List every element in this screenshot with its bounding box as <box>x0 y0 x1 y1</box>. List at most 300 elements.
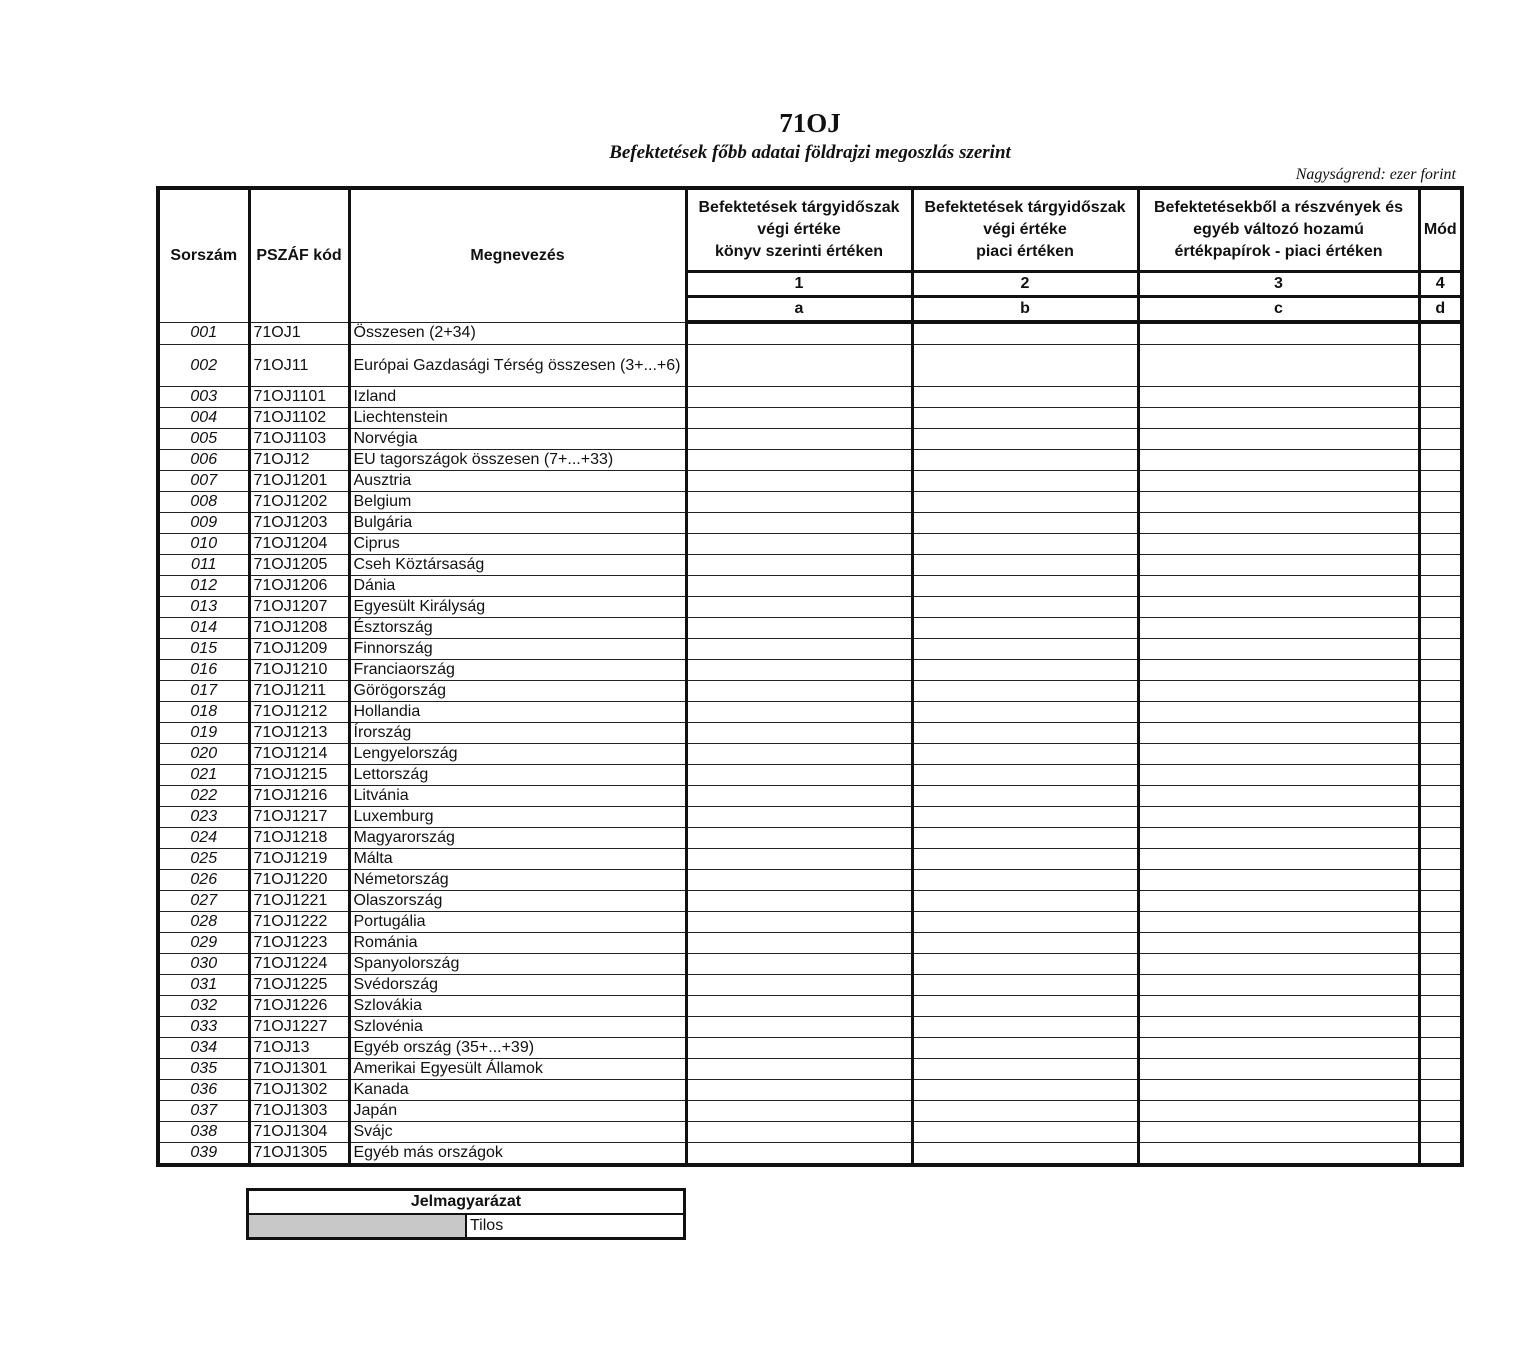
input-cell-c[interactable] <box>1138 555 1419 576</box>
row-pszaf-kod: 71OJ1206 <box>249 576 349 597</box>
header-col2-line: piaci értéken <box>976 243 1074 260</box>
input-cell-c[interactable] <box>1138 1059 1419 1080</box>
row-sorszam: 038 <box>158 1122 249 1143</box>
input-cell-a[interactable] <box>686 807 912 828</box>
row-sorszam: 015 <box>158 639 249 660</box>
input-cell-d[interactable] <box>1419 912 1462 933</box>
header-col2 <box>912 188 1138 272</box>
row-sorszam: 034 <box>158 1038 249 1059</box>
input-cell-a[interactable] <box>686 450 912 471</box>
row-megnevezes: Izland <box>349 387 686 408</box>
header-col1-line: végi értéke <box>757 221 841 238</box>
row-pszaf-kod: 71OJ1221 <box>249 891 349 912</box>
table-row <box>158 744 1462 765</box>
input-cell-d[interactable] <box>1419 870 1462 891</box>
input-cell-a[interactable] <box>686 828 912 849</box>
row-pszaf-kod: 71OJ1210 <box>249 660 349 681</box>
header-number: 3 <box>1138 272 1419 297</box>
table-row <box>158 1101 1462 1122</box>
input-cell-d[interactable] <box>1419 345 1462 387</box>
input-cell-c[interactable] <box>1138 597 1419 618</box>
input-cell-a[interactable] <box>686 954 912 975</box>
row-sorszam: 002 <box>158 345 249 387</box>
row-sorszam: 013 <box>158 597 249 618</box>
row-megnevezes: Németország <box>349 870 686 891</box>
input-cell-c[interactable] <box>1138 954 1419 975</box>
table-row <box>158 807 1462 828</box>
input-cell-a[interactable] <box>686 849 912 870</box>
input-cell-b[interactable] <box>912 387 1138 408</box>
input-cell-c[interactable] <box>1138 1101 1419 1122</box>
row-megnevezes: Franciaország <box>349 660 686 681</box>
row-sorszam: 022 <box>158 786 249 807</box>
input-cell-a[interactable] <box>686 1122 912 1143</box>
input-cell-d[interactable] <box>1419 408 1462 429</box>
input-cell-b[interactable] <box>912 450 1138 471</box>
row-pszaf-kod: 71OJ1211 <box>249 681 349 702</box>
input-cell-b[interactable] <box>912 996 1138 1017</box>
header-col1-line: Befektetések tárgyidőszak <box>698 199 900 216</box>
input-cell-b[interactable] <box>912 471 1138 492</box>
row-megnevezes: Szlovénia <box>349 1017 686 1038</box>
input-cell-a[interactable] <box>686 492 912 513</box>
input-cell-c[interactable] <box>1138 576 1419 597</box>
input-cell-d[interactable] <box>1419 1080 1462 1101</box>
table-row <box>158 891 1462 912</box>
input-cell-d[interactable] <box>1419 1017 1462 1038</box>
input-cell-b[interactable] <box>912 660 1138 681</box>
table-row <box>158 1080 1462 1101</box>
input-cell-d[interactable] <box>1419 450 1462 471</box>
table-row <box>158 471 1462 492</box>
row-megnevezes: Magyarország <box>349 828 686 849</box>
input-cell-b[interactable] <box>912 555 1138 576</box>
input-cell-a[interactable] <box>686 597 912 618</box>
row-megnevezes: Litvánia <box>349 786 686 807</box>
row-sorszam: 020 <box>158 744 249 765</box>
input-cell-d[interactable] <box>1419 954 1462 975</box>
row-pszaf-kod: 71OJ1226 <box>249 996 349 1017</box>
input-cell-a[interactable] <box>686 534 912 555</box>
input-cell-d[interactable] <box>1419 807 1462 828</box>
row-megnevezes: Luxemburg <box>349 807 686 828</box>
input-cell-b[interactable] <box>912 891 1138 912</box>
input-cell-c[interactable] <box>1138 1122 1419 1143</box>
row-megnevezes: Bulgária <box>349 513 686 534</box>
input-cell-d[interactable] <box>1419 1038 1462 1059</box>
input-cell-a[interactable] <box>686 681 912 702</box>
input-cell-d[interactable] <box>1419 597 1462 618</box>
legend-swatch-tilos <box>248 1214 467 1239</box>
table-row <box>158 1017 1462 1038</box>
input-cell-b[interactable] <box>912 639 1138 660</box>
input-cell-c[interactable] <box>1138 1080 1419 1101</box>
input-cell-c[interactable] <box>1138 345 1419 387</box>
input-cell-b[interactable] <box>912 1080 1138 1101</box>
row-megnevezes: Spanyolország <box>349 954 686 975</box>
row-sorszam: 009 <box>158 513 249 534</box>
input-cell-a[interactable] <box>686 345 912 387</box>
input-cell-b[interactable] <box>912 954 1138 975</box>
input-cell-b[interactable] <box>912 933 1138 954</box>
input-cell-a[interactable] <box>686 996 912 1017</box>
input-cell-d[interactable] <box>1419 786 1462 807</box>
input-cell-b[interactable] <box>912 597 1138 618</box>
input-cell-c[interactable] <box>1138 492 1419 513</box>
input-cell-c[interactable] <box>1138 408 1419 429</box>
header-col3-line: értékpapírok - piaci értéken <box>1174 243 1383 260</box>
input-cell-d[interactable] <box>1419 744 1462 765</box>
input-cell-a[interactable] <box>686 471 912 492</box>
table-row <box>158 828 1462 849</box>
row-pszaf-kod: 71OJ12 <box>249 450 349 471</box>
input-cell-d[interactable] <box>1419 576 1462 597</box>
row-pszaf-kod: 71OJ1225 <box>249 975 349 996</box>
input-cell-b[interactable] <box>912 1059 1138 1080</box>
input-cell-a[interactable] <box>686 1101 912 1122</box>
input-cell-a[interactable] <box>686 723 912 744</box>
table-row <box>158 723 1462 744</box>
row-megnevezes: Svájc <box>349 1122 686 1143</box>
input-cell-c[interactable] <box>1138 975 1419 996</box>
row-pszaf-kod: 71OJ11 <box>249 345 349 387</box>
input-cell-a[interactable] <box>686 1038 912 1059</box>
input-cell-a[interactable] <box>686 660 912 681</box>
header-sorszam: Sorszám <box>158 188 249 322</box>
header-number: 2 <box>912 272 1138 297</box>
input-cell-d[interactable] <box>1419 1122 1462 1143</box>
table-row <box>158 408 1462 429</box>
input-cell-a[interactable] <box>686 786 912 807</box>
header-megnevezes: Megnevezés <box>349 188 686 322</box>
input-cell-d[interactable] <box>1419 765 1462 786</box>
table-row <box>158 322 1462 345</box>
input-cell-b[interactable] <box>912 576 1138 597</box>
input-cell-c[interactable] <box>1138 786 1419 807</box>
input-cell-b[interactable] <box>912 322 1138 345</box>
row-sorszam: 016 <box>158 660 249 681</box>
row-pszaf-kod: 71OJ1208 <box>249 618 349 639</box>
input-cell-b[interactable] <box>912 744 1138 765</box>
input-cell-d[interactable] <box>1419 471 1462 492</box>
input-cell-b[interactable] <box>912 618 1138 639</box>
input-cell-d[interactable] <box>1419 891 1462 912</box>
input-cell-c[interactable] <box>1138 1038 1419 1059</box>
input-cell-c[interactable] <box>1138 429 1419 450</box>
row-pszaf-kod: 71OJ1103 <box>249 429 349 450</box>
input-cell-b[interactable] <box>912 786 1138 807</box>
input-cell-b[interactable] <box>912 681 1138 702</box>
header-number: 4 <box>1419 272 1462 297</box>
input-cell-a[interactable] <box>686 744 912 765</box>
input-cell-b[interactable] <box>912 723 1138 744</box>
row-megnevezes: Dánia <box>349 576 686 597</box>
row-sorszam: 030 <box>158 954 249 975</box>
input-cell-d[interactable] <box>1419 1143 1462 1166</box>
input-cell-c[interactable] <box>1138 891 1419 912</box>
table-row <box>158 429 1462 450</box>
header-col3 <box>1138 188 1419 272</box>
row-pszaf-kod: 71OJ1203 <box>249 513 349 534</box>
input-cell-a[interactable] <box>686 555 912 576</box>
row-megnevezes: Portugália <box>349 912 686 933</box>
row-pszaf-kod: 71OJ1303 <box>249 1101 349 1122</box>
row-megnevezes: Lengyelország <box>349 744 686 765</box>
row-megnevezes: Kanada <box>349 1080 686 1101</box>
row-megnevezes: Amerikai Egyesült Államok <box>349 1059 686 1080</box>
input-cell-a[interactable] <box>686 322 912 345</box>
row-sorszam: 008 <box>158 492 249 513</box>
row-pszaf-kod: 71OJ1216 <box>249 786 349 807</box>
table-row <box>158 660 1462 681</box>
row-sorszam: 023 <box>158 807 249 828</box>
input-cell-b[interactable] <box>912 975 1138 996</box>
row-megnevezes: Írország <box>349 723 686 744</box>
form-subtitle: Befektetések főbb adatai földrajzi megoszlás szerint <box>609 142 1011 163</box>
input-cell-c[interactable] <box>1138 660 1419 681</box>
table-row <box>158 576 1462 597</box>
input-cell-b[interactable] <box>912 1038 1138 1059</box>
input-cell-c[interactable] <box>1138 702 1419 723</box>
input-cell-a[interactable] <box>686 1080 912 1101</box>
row-pszaf-kod: 71OJ1305 <box>249 1143 349 1166</box>
input-cell-d[interactable] <box>1419 639 1462 660</box>
form-title: 71OJ <box>779 108 841 138</box>
input-cell-d[interactable] <box>1419 828 1462 849</box>
row-megnevezes: Japán <box>349 1101 686 1122</box>
row-sorszam: 019 <box>158 723 249 744</box>
input-cell-b[interactable] <box>912 492 1138 513</box>
input-cell-d[interactable] <box>1419 534 1462 555</box>
row-megnevezes: Norvégia <box>349 429 686 450</box>
row-megnevezes: Hollandia <box>349 702 686 723</box>
header-letter: d <box>1419 297 1462 323</box>
table-row <box>158 639 1462 660</box>
input-cell-b[interactable] <box>912 429 1138 450</box>
input-cell-d[interactable] <box>1419 975 1462 996</box>
input-cell-d[interactable] <box>1419 387 1462 408</box>
row-sorszam: 005 <box>158 429 249 450</box>
input-cell-a[interactable] <box>686 975 912 996</box>
row-pszaf-kod: 71OJ1218 <box>249 828 349 849</box>
table-body <box>158 322 1462 1165</box>
input-cell-a[interactable] <box>686 891 912 912</box>
input-cell-a[interactable] <box>686 765 912 786</box>
row-megnevezes: Cseh Köztársaság <box>349 555 686 576</box>
input-cell-a[interactable] <box>686 1059 912 1080</box>
row-megnevezes: Lettország <box>349 765 686 786</box>
row-pszaf-kod: 71OJ1202 <box>249 492 349 513</box>
row-sorszam: 018 <box>158 702 249 723</box>
row-megnevezes: EU tagországok összesen (7+...+33) <box>349 450 686 471</box>
table-row <box>158 765 1462 786</box>
input-cell-b[interactable] <box>912 1101 1138 1122</box>
input-cell-c[interactable] <box>1138 807 1419 828</box>
input-cell-c[interactable] <box>1138 1017 1419 1038</box>
input-cell-c[interactable] <box>1138 618 1419 639</box>
input-cell-d[interactable] <box>1419 429 1462 450</box>
input-cell-b[interactable] <box>912 534 1138 555</box>
input-cell-c[interactable] <box>1138 1143 1419 1166</box>
row-sorszam: 028 <box>158 912 249 933</box>
table-row <box>158 513 1462 534</box>
input-cell-d[interactable] <box>1419 555 1462 576</box>
input-cell-c[interactable] <box>1138 765 1419 786</box>
input-cell-c[interactable] <box>1138 996 1419 1017</box>
input-cell-d[interactable] <box>1419 702 1462 723</box>
input-cell-b[interactable] <box>912 765 1138 786</box>
row-sorszam: 033 <box>158 1017 249 1038</box>
input-cell-d[interactable] <box>1419 660 1462 681</box>
row-megnevezes: Összesen (2+34) <box>349 322 686 345</box>
input-cell-d[interactable] <box>1419 492 1462 513</box>
row-sorszam: 035 <box>158 1059 249 1080</box>
input-cell-c[interactable] <box>1138 471 1419 492</box>
input-cell-a[interactable] <box>686 1017 912 1038</box>
row-pszaf-kod: 71OJ1219 <box>249 849 349 870</box>
input-cell-c[interactable] <box>1138 639 1419 660</box>
input-cell-c[interactable] <box>1138 513 1419 534</box>
table-row <box>158 933 1462 954</box>
input-cell-d[interactable] <box>1419 513 1462 534</box>
table-row <box>158 681 1462 702</box>
input-cell-d[interactable] <box>1419 618 1462 639</box>
input-cell-c[interactable] <box>1138 450 1419 471</box>
row-pszaf-kod: 71OJ1304 <box>249 1122 349 1143</box>
row-megnevezes: Észtország <box>349 618 686 639</box>
row-sorszam: 029 <box>158 933 249 954</box>
row-sorszam: 025 <box>158 849 249 870</box>
input-cell-b[interactable] <box>912 345 1138 387</box>
row-pszaf-kod: 71OJ1227 <box>249 1017 349 1038</box>
row-pszaf-kod: 71OJ1201 <box>249 471 349 492</box>
row-pszaf-kod: 71OJ1215 <box>249 765 349 786</box>
input-cell-b[interactable] <box>912 1122 1138 1143</box>
input-cell-b[interactable] <box>912 828 1138 849</box>
input-cell-a[interactable] <box>686 1143 912 1166</box>
input-cell-c[interactable] <box>1138 534 1419 555</box>
table-row <box>158 702 1462 723</box>
row-sorszam: 021 <box>158 765 249 786</box>
row-pszaf-kod: 71OJ1214 <box>249 744 349 765</box>
header-letter: a <box>686 297 912 323</box>
input-cell-a[interactable] <box>686 408 912 429</box>
row-sorszam: 026 <box>158 870 249 891</box>
input-cell-b[interactable] <box>912 513 1138 534</box>
input-cell-c[interactable] <box>1138 849 1419 870</box>
input-cell-b[interactable] <box>912 870 1138 891</box>
row-pszaf-kod: 71OJ13 <box>249 1038 349 1059</box>
header-number: 1 <box>686 272 912 297</box>
input-cell-d[interactable] <box>1419 1059 1462 1080</box>
row-pszaf-kod: 71OJ1223 <box>249 933 349 954</box>
input-cell-a[interactable] <box>686 702 912 723</box>
row-megnevezes: Románia <box>349 933 686 954</box>
input-cell-a[interactable] <box>686 933 912 954</box>
input-cell-d[interactable] <box>1419 322 1462 345</box>
input-cell-b[interactable] <box>912 1143 1138 1166</box>
input-cell-d[interactable] <box>1419 996 1462 1017</box>
input-cell-c[interactable] <box>1138 933 1419 954</box>
row-pszaf-kod: 71OJ1222 <box>249 912 349 933</box>
input-cell-b[interactable] <box>912 702 1138 723</box>
row-sorszam: 017 <box>158 681 249 702</box>
input-cell-c[interactable] <box>1138 723 1419 744</box>
input-cell-c[interactable] <box>1138 912 1419 933</box>
row-megnevezes: Szlovákia <box>349 996 686 1017</box>
input-cell-c[interactable] <box>1138 322 1419 345</box>
row-megnevezes: Ausztria <box>349 471 686 492</box>
row-pszaf-kod: 71OJ1212 <box>249 702 349 723</box>
input-cell-a[interactable] <box>686 912 912 933</box>
input-cell-c[interactable] <box>1138 828 1419 849</box>
input-cell-b[interactable] <box>912 849 1138 870</box>
input-cell-a[interactable] <box>686 387 912 408</box>
legend-title: Jelmagyarázat <box>248 1190 685 1215</box>
input-cell-a[interactable] <box>686 870 912 891</box>
table-row <box>158 534 1462 555</box>
table-row <box>158 492 1462 513</box>
row-sorszam: 039 <box>158 1143 249 1166</box>
input-cell-a[interactable] <box>686 429 912 450</box>
input-cell-b[interactable] <box>912 807 1138 828</box>
input-cell-d[interactable] <box>1419 723 1462 744</box>
row-megnevezes: Málta <box>349 849 686 870</box>
header-letter: c <box>1138 297 1419 323</box>
input-cell-a[interactable] <box>686 576 912 597</box>
table-row <box>158 1143 1462 1166</box>
input-cell-a[interactable] <box>686 618 912 639</box>
input-cell-d[interactable] <box>1419 849 1462 870</box>
row-pszaf-kod: 71OJ1224 <box>249 954 349 975</box>
row-sorszam: 014 <box>158 618 249 639</box>
row-sorszam: 007 <box>158 471 249 492</box>
header-letter: b <box>912 297 1138 323</box>
input-cell-b[interactable] <box>912 408 1138 429</box>
row-megnevezes: Finnország <box>349 639 686 660</box>
row-pszaf-kod: 71OJ1207 <box>249 597 349 618</box>
input-cell-c[interactable] <box>1138 681 1419 702</box>
row-sorszam: 036 <box>158 1080 249 1101</box>
table-row <box>158 1038 1462 1059</box>
row-sorszam: 024 <box>158 828 249 849</box>
row-sorszam: 032 <box>158 996 249 1017</box>
row-megnevezes: Európai Gazdasági Térség összesen (3+...+6) <box>349 345 686 387</box>
input-cell-c[interactable] <box>1138 744 1419 765</box>
table-row <box>158 597 1462 618</box>
row-pszaf-kod: 71OJ1204 <box>249 534 349 555</box>
input-cell-a[interactable] <box>686 513 912 534</box>
input-cell-c[interactable] <box>1138 870 1419 891</box>
input-cell-d[interactable] <box>1419 1101 1462 1122</box>
header-col3-line: Befektetésekből a részvények és <box>1153 199 1404 216</box>
table-row <box>158 618 1462 639</box>
input-cell-d[interactable] <box>1419 681 1462 702</box>
input-cell-b[interactable] <box>912 912 1138 933</box>
row-sorszam: 004 <box>158 408 249 429</box>
row-pszaf-kod: 71OJ1220 <box>249 870 349 891</box>
row-sorszam: 027 <box>158 891 249 912</box>
row-pszaf-kod: 71OJ1205 <box>249 555 349 576</box>
input-cell-c[interactable] <box>1138 387 1419 408</box>
input-cell-b[interactable] <box>912 1017 1138 1038</box>
table-row <box>158 975 1462 996</box>
table-row <box>158 849 1462 870</box>
input-cell-a[interactable] <box>686 639 912 660</box>
legend <box>246 1188 686 1240</box>
header-col2-line: végi értéke <box>983 221 1067 238</box>
input-cell-d[interactable] <box>1419 933 1462 954</box>
